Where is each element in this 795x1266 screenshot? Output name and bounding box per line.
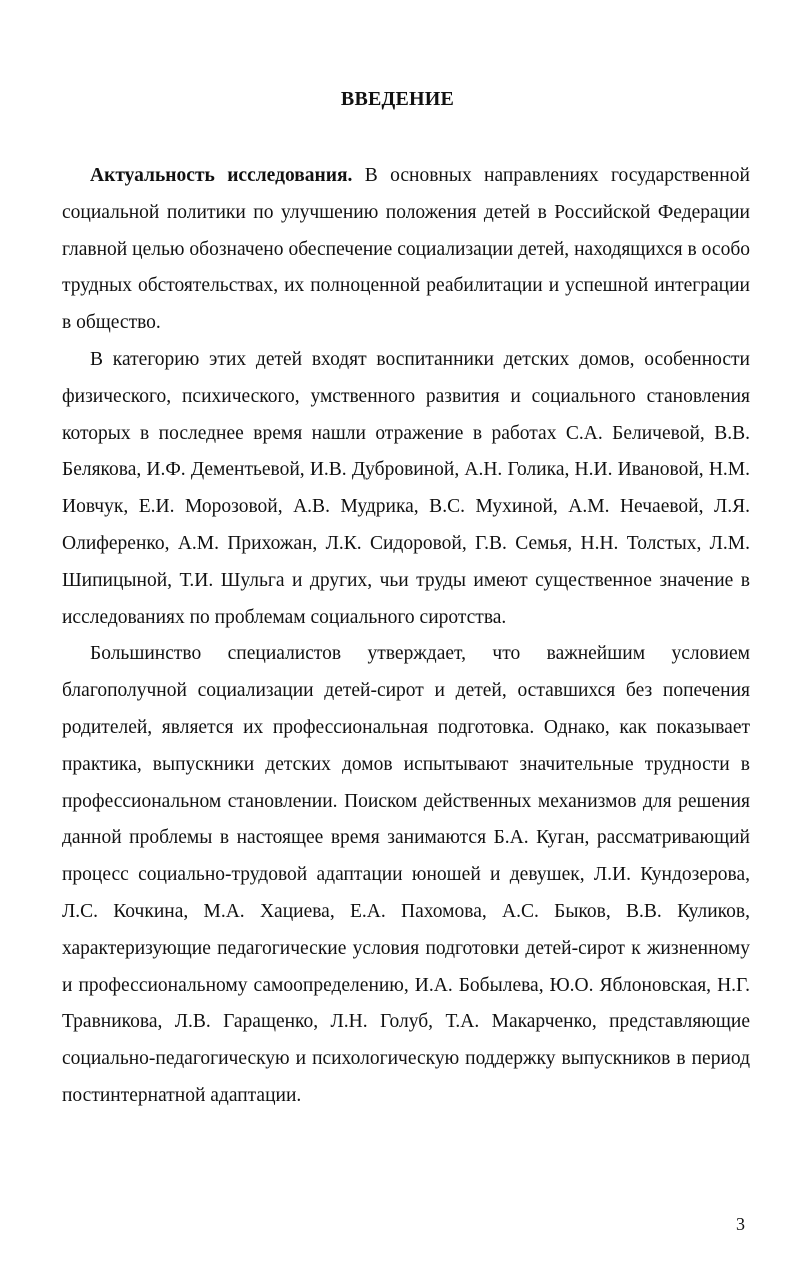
page-title: ВВЕДЕНИЕ [340,88,455,110]
paragraph-category: В категорию этих детей входят воспитанники детских домов, особенности физического, психического, умственного развития и социального становления которых в последнее время нашли отражение в работах С.А. Беличевой, В.В. Белякова, И.Ф. Дементьевой, И.В. Дубровиной, А.Н. Голика, Н.И. Ивановой, Н.М. Иовчук, Е.И. Морозовой, А.В. Мудрика, В.С. Мухиной, А.М. Нечаевой, Л.Я. Олиференко, А.М. Прихожан, Л.К. Сидоровой, Г.В. Семья, Н.Н. Толстых, Л.М. Шипицыной, Т.И. Шульга и других, чьи труды имеют существенное значение в исследованиях по проблемам социального сиротства. [62,348,750,628]
paragraph-relevance [62,158,750,342]
page-number: 3 [736,1214,745,1234]
paragraph-specialists: Большинство специалистов утверждает, что важнейшим условием благополучной социализации детей-сирот и детей, оставшихся без попечения родителей, является их профессиональная подготовка. Однако, как показывает практика, выпускники детских домов испытывают значительные трудности в профессиональном становлении. Поиском действенных механизмов для решения данной проблемы в настоящее время занимаются Б.А. Куган, рассматривающий процесс социально-трудовой адаптации юношей и девушек, Л.И. Кундозерова, Л.С. Кочкина, М.А. Хациева, Е.А. Пахомова, А.С. Быков, В.В. Куликов, характеризующие педагогические условия подготовки детей-сирот к жизненному и профессиональному самоопределению, И.А. Бобылева, Ю.О. Яблоновская, Н.Г. Травникова, Л.В. Гаращенко, Л.Н. Голуб, Т.А. Макарченко, представляющие социально-педагогическую и психологическую поддержку выпускников в период постинтернатной адаптации. [62,643,750,1106]
paragraph-lead: Актуальность исследования. [90,165,353,186]
body-text [62,158,750,1115]
paragraph-text: В основных направлениях государственной социальной политики по улучшению положения детей в Российской Федерации главной целью обозначено обеспечение социализации детей, находящихся в особо трудных обстоятельствах, их полноценной реабилитации и успешной интеграции в общество. [62,165,750,334]
